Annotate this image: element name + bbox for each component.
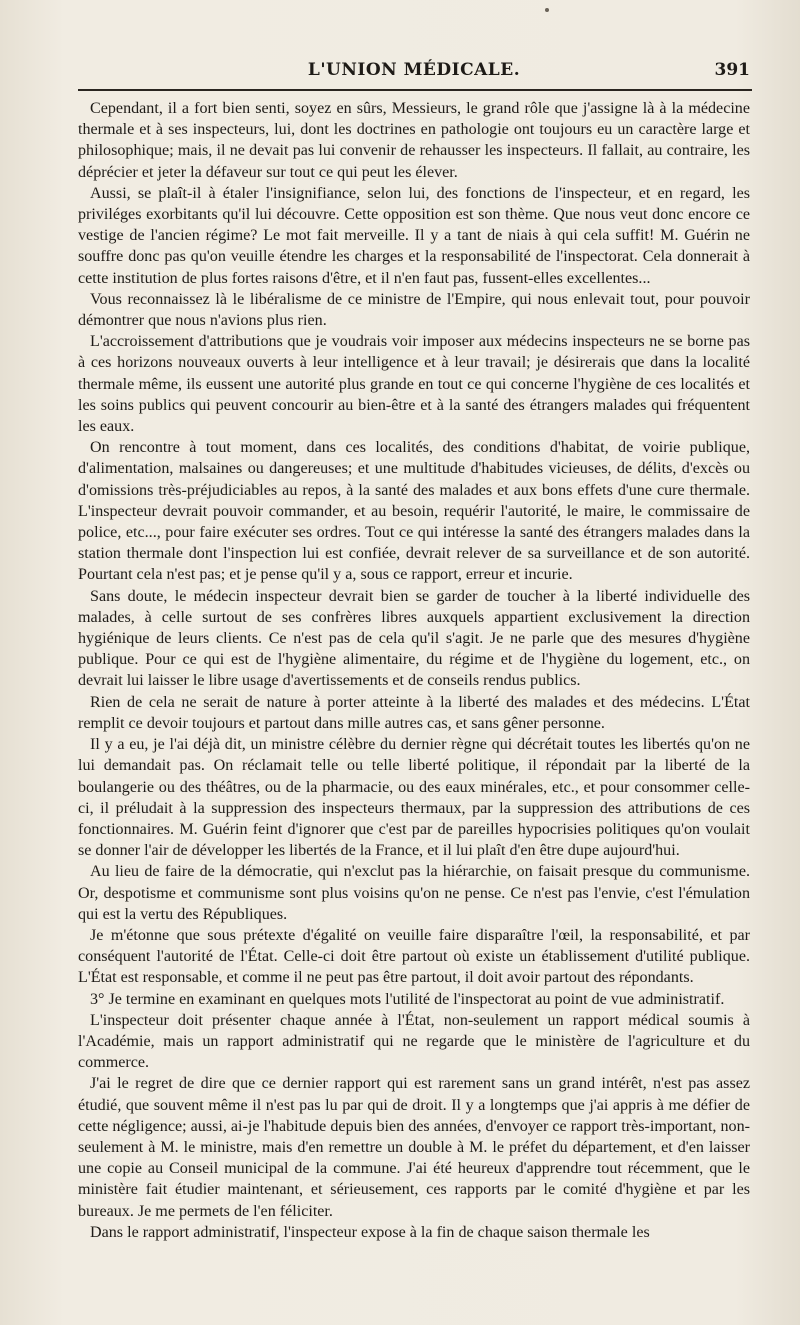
- paragraph: Vous reconnaissez là le libéralisme de ce ministre de l'Empire, qui nous enlevait tout, pour pouvoir démontrer que nous n'avions plus rien.: [78, 290, 750, 330]
- paragraph: Aussi, se plaît-il à étaler l'insignifiance, selon lui, des fonctions de l'inspecteur, et en regard, les priviléges exorbitants qu'il lui découvre. Cette opposition est son thème. Que nous veut donc encore ce vestige de l'ancien régime? Le mot fait merveille. Il y a tant de niais à qui cela suffit! M. Guérin ne souffre donc pas qu'on veuille étendre les charges et la responsabilité de l'inspectorat. Cela donnerait à cette institution de plus fortes raisons d'être, et il n'en faut pas, fussent-elles excellentes...: [78, 184, 750, 287]
- paragraph: Cependant, il a fort bien senti, soyez en sûrs, Messieurs, le grand rôle que j'assigne là à la médecine thermale et à ses inspecteurs, lui, dont les doctrines en pathologie ont toujours eu un caractère large et philosophique; mais, il ne devait pas lui convenir de rehausser les inspecteurs. Il fallait, au contraire, les déprécier et jeter la défaveur sur tout ce qui peut les élever.: [78, 100, 750, 181]
- paragraph: Au lieu de faire de la démocratie, qui n'exclut pas la hiérarchie, on faisait presque du communisme. Or, despotisme et communisme sont plus voisins qu'on ne pense. Ce n'est pas l'envie, c'est l'émulation qui est la vertu des Républiques.: [78, 863, 750, 923]
- ink-speck: [545, 8, 549, 12]
- paragraph: Sans doute, le médecin inspecteur devrait bien se garder de toucher à la liberté individuelle des malades, à celle surtout de ses confrères libres auxquels appartient exclusivement la direction hygiénique de leurs clients. Ce n'est pas de cela qu'il s'agit. Je ne parle que des mesures d'hygiène publique. Pour ce qui est de l'hygiène alimentaire, du régime et de l'hygiène du logement, etc., on devrait lui laisser le libre usage d'avertissements et de conseils rendus publics.: [78, 587, 750, 690]
- page-number: 391: [714, 60, 750, 80]
- paragraph: L'inspecteur doit présenter chaque année à l'État, non-seulement un rapport médical soumis à l'Académie, mais un rapport administratif qui ne regarde que le ministère de l'agriculture et du commerce.: [78, 1011, 750, 1072]
- paragraph: J'ai le regret de dire que ce dernier rapport qui est rarement sans un grand intérêt, n'est pas assez étudié, que souvent même il n'est pas lu par qui de droit. Il y a longtemps que j'ai appris à me défier de cette négligence; aussi, ai-je l'habitude depuis bien des années, d'envoyer ce rapport très-important, non-seulement à M. le ministre, mais d'en remettre un double à M. le préfet du département, et d'en laisser une copie au Conseil municipal de la commune. J'ai été heureux d'apprendre tout récemment, que le ministère fait étudier maintenant, et sérieusement, ces rapports par le comité d'hygiène et par les bureaux. Je me permets de l'en féliciter.: [78, 1075, 750, 1220]
- paragraph: On rencontre à tout moment, dans ces localités, des conditions d'habitat, de voirie publique, d'alimentation, malsaines ou dangereuses; et une multitude d'habitudes vicieuses, de délits, d'excès ou d'omissions très-préjudiciables au repos, à la santé des malades et aux bons effets d'une cure thermale. L'inspecteur devrait pouvoir commander, et au besoin, requérir l'autorité, le maire, le commissaire de police, etc..., pour faire exécuter ses ordres. Tout ce qui intéresse la santé des étrangers malades dans la station thermale dont l'inspection lui est confiée, devrait relever de sa surveillance et de son autorité. Pourtant cela n'est pas; et je pense qu'il y a, sous ce rapport, erreur et incurie.: [78, 439, 750, 584]
- paragraph: Il y a eu, je l'ai déjà dit, un ministre célèbre du dernier règne qui décrétait toutes les libertés qu'on ne lui demandait pas. On réclamait telle ou telle liberté politique, il répondait par la liberté de la boulangerie ou des théâtres, ou de la pharmacie, ou des eaux minérales, etc., et pour consommer celle-ci, il préludait à la suppression des inspecteurs thermaux, par la suppression des attributions de ces fonctionnaires. M. Guérin feint d'ignorer que c'est par de pareilles hypocrisies politiques qu'on voulait se donner l'air de développer les libertés de la France, et il lui plaît d'en être dupe aujourd'hui.: [78, 736, 750, 860]
- running-head: [78, 60, 750, 88]
- article-body: [78, 98, 750, 1243]
- paragraph: Rien de cela ne serait de nature à porter atteinte à la liberté des malades et des médecins. L'État remplit ce devoir toujours et partout dans mille autres cas, et sans gêner personne.: [78, 693, 750, 732]
- paragraph: Je m'étonne que sous prétexte d'égalité on veuille faire disparaître l'œil, la responsabilité, et par conséquent l'autorité de l'État. Celle-ci doit être partout où existe un établissement d'utilité publique. L'État est responsable, et comme il ne peut pas être partout, il doit avoir partout des répondants.: [78, 926, 750, 987]
- paragraph: Dans le rapport administratif, l'inspecteur expose à la fin de chaque saison thermale les: [90, 1223, 650, 1241]
- paragraph: 3° Je termine en examinant en quelques mots l'utilité de l'inspectorat au point de vue administratif.: [90, 990, 725, 1008]
- header-rule: [78, 89, 752, 91]
- paragraph: L'accroissement d'attributions que je voudrais voir imposer aux médecins inspecteurs ne se borne pas à ces horizons nouveaux ouverts à leur intelligence et à leur travail; je désirerais que dans la localité thermale même, ils eussent une autorité plus grande en tout ce qui concerne l'hygiène de ces localités et les soins publics qui peuvent concourir au bien-être et à la santé des étrangers malades qui fréquentent les eaux.: [78, 333, 750, 436]
- journal-title: L'UNION MÉDICALE.: [307, 60, 521, 80]
